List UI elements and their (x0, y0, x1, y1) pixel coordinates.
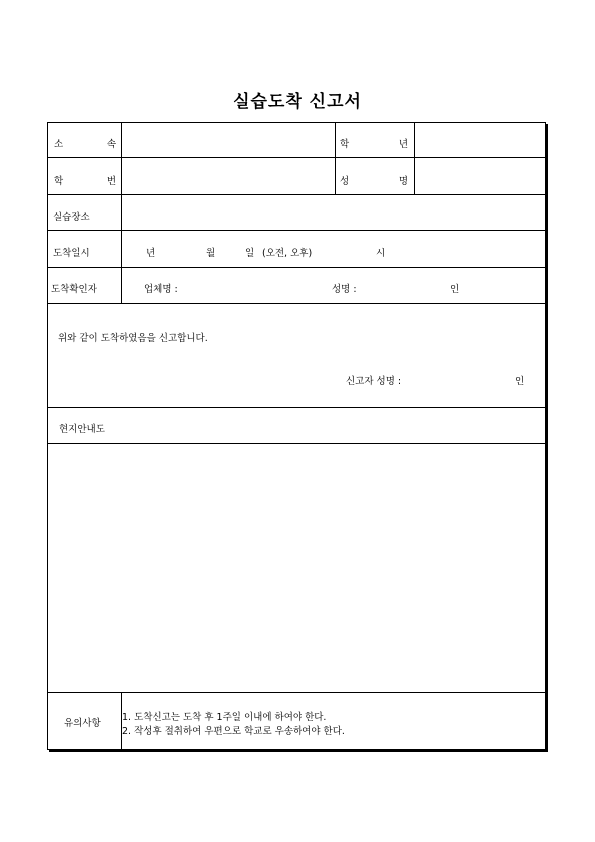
affiliation-field[interactable] (123, 125, 333, 156)
declarant-name-label: 신고자 성명 : (346, 376, 402, 387)
notes-item: 2. 작성후 절취하여 우편으로 학교로 우송하여야 한다. (122, 726, 345, 737)
name-field[interactable] (416, 160, 543, 192)
arrival-month-unit: 월 (206, 248, 216, 259)
row-divider (48, 692, 545, 693)
student-no-field[interactable] (123, 160, 333, 192)
arrival-report-form (47, 122, 546, 750)
arrival-year-unit: 년 (146, 248, 156, 259)
arrival-time-label: 도착일시 (53, 248, 90, 259)
affiliation-label-a: 소 (54, 139, 64, 150)
place-label: 실습장소 (53, 212, 90, 223)
student-no-label-a: 학 (54, 176, 64, 187)
row-divider (48, 443, 545, 444)
row-divider (48, 407, 545, 408)
affiliation-label (54, 136, 116, 150)
affiliation-label-b: 속 (106, 139, 116, 150)
confirmer-seal: 인 (450, 284, 460, 295)
confirmer-company-label: 업체명 : (144, 284, 178, 295)
name-label-a: 성 (340, 176, 350, 187)
column-divider (414, 123, 415, 194)
row-divider (48, 267, 545, 268)
name-label-b: 명 (398, 176, 408, 187)
row-divider (48, 230, 545, 231)
confirmer-label: 도착확인자 (51, 284, 97, 295)
arrival-ampm: (오전, 오후) (262, 248, 313, 259)
notes-item: 1. 도착신고는 도착 후 1주일 이내에 하여야 한다. (122, 712, 327, 723)
confirmer-name-label: 성명 : (332, 284, 357, 295)
column-divider (335, 123, 336, 194)
declaration-text: 위와 같이 도착하였음을 신고합니다. (58, 333, 208, 344)
arrival-day-unit: 일 (245, 248, 255, 259)
row-divider (48, 157, 545, 158)
notes-label: 유의사항 (64, 718, 101, 729)
grade-label-a: 학 (340, 139, 350, 150)
document-title: 실습도착 신고서 (233, 92, 362, 112)
row-divider (48, 194, 545, 195)
guide-map-area[interactable] (50, 445, 543, 690)
grade-field[interactable] (416, 125, 543, 156)
student-no-label (54, 173, 116, 187)
student-no-label-b: 번 (106, 176, 116, 187)
grade-label-b: 년 (398, 139, 408, 150)
row-divider (48, 303, 545, 304)
guide-label: 현지안내도 (59, 424, 105, 435)
place-field[interactable] (123, 196, 543, 228)
declarant-seal: 인 (515, 376, 525, 387)
arrival-hour-unit: 시 (376, 248, 386, 259)
grade-label (340, 136, 408, 150)
name-label (340, 173, 408, 187)
column-divider (121, 123, 122, 303)
